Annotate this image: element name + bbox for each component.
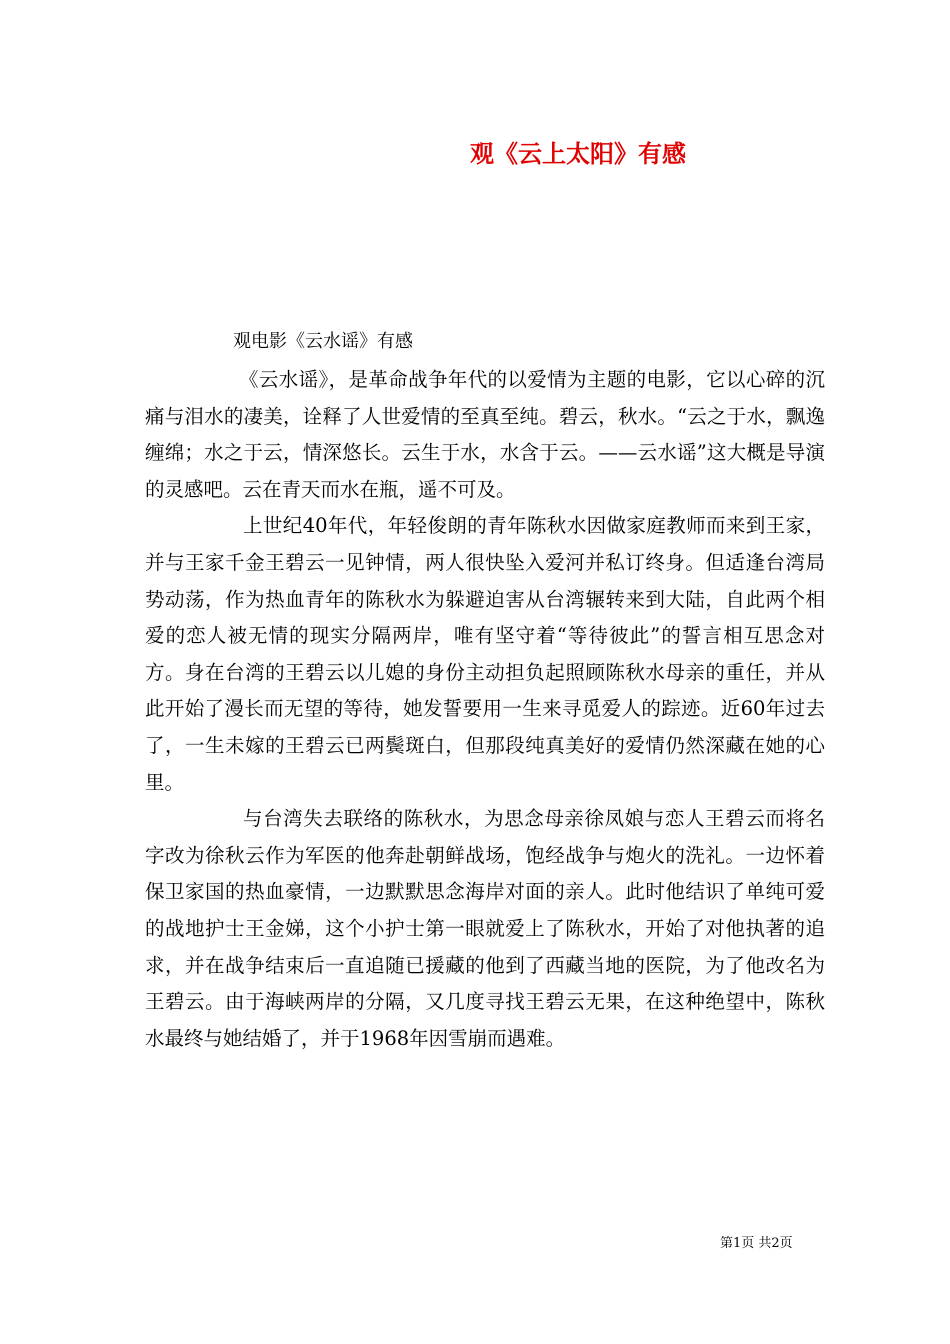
document-title: 观《云上太阳》有感 bbox=[470, 139, 686, 168]
document-body bbox=[145, 362, 825, 1057]
paragraph-1: 《云水谣》，是革命战争年代的以爱情为主题的电影，它以心碎的沉痛与泪水的凄美，诠释了人世爱情的至真至纯。碧云，秋水。“云之于水，飘逸缠绵；水之于云，情深悠长。云生于水，水含于云。——云水谣”这大概是导演的灵感吧。云在青天而水在瓶，遥不可及。 bbox=[145, 368, 825, 501]
paragraph-2: 上世纪40年代，年轻俊朗的青年陈秋水因做家庭教师而来到王家，并与王家千金王碧云一见钟情，两人很快坠入爱河并私订终身。但适逢台湾局势动荡，作为热血青年的陈秋水为躲避迫害从台湾辗转来到大陆，自此两个相爱的恋人被无情的现实分隔两岸，唯有坚守着“等待彼此”的誓言相互思念对方。身在台湾的王碧云以儿媳的身份主动担负起照顾陈秋水母亲的重任，并从此开始了漫长而无望的等待，她发誓要用一生来寻觅爱人的踪迹。近60年过去了，一生未嫁的王碧云已两鬓斑白，但那段纯真美好的爱情仍然深藏在她的心里。 bbox=[145, 514, 825, 794]
document-subtitle: 观电影《云水谣》有感 bbox=[233, 331, 413, 352]
paragraph-3: 与台湾失去联络的陈秋水，为思念母亲徐凤娘与恋人王碧云而将名字改为徐秋云作为军医的他奔赴朝鲜战场，饱经战争与炮火的洗礼。一边怀着保卫家国的热血豪情，一边默默思念海岸对面的亲人。此时他结识了单纯可爱的战地护士王金娣，这个小护士第一眼就爱上了陈秋水，开始了对他执著的追求，并在战争结束后一直追随已援藏的他到了西藏当地的医院，为了他改名为王碧云。由于海峡两岸的分隔，又几度寻找王碧云无果，在这种绝望中，陈秋水最终与她结婚了，并于1968年因雪崩而遇难。 bbox=[145, 807, 825, 1050]
page-number-footer: 第1页 共2页 bbox=[720, 1236, 793, 1251]
